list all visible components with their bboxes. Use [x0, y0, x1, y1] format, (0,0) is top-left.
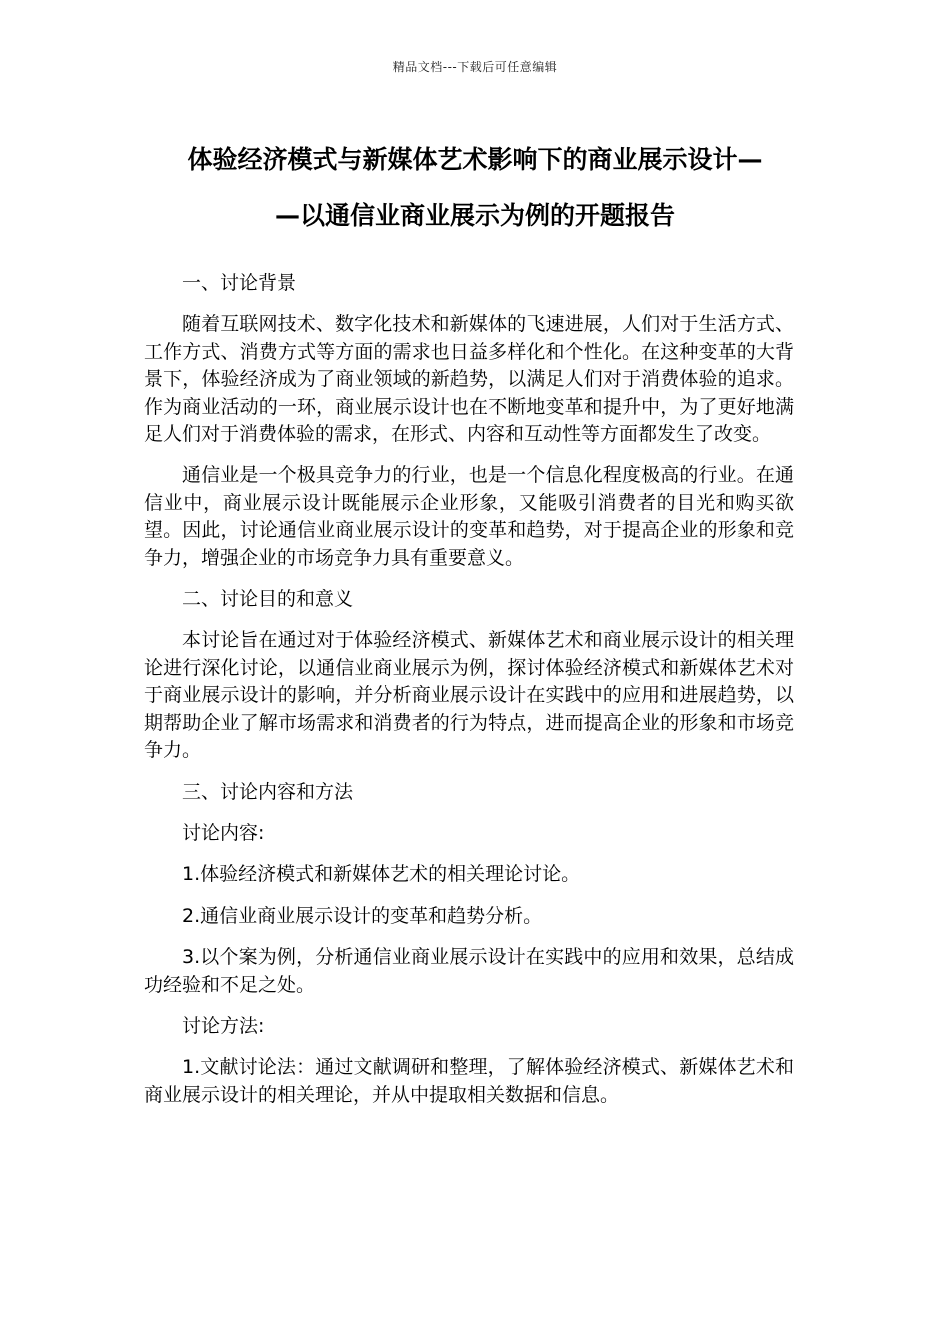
title-line-1: 体验经济模式与新媒体艺术影响下的商业展示设计—: [187, 145, 763, 174]
content-item-2: 2.通信业商业展示设计的变革和趋势分析。: [182, 904, 543, 927]
document-title: [140, 132, 810, 244]
content-label: 讨论内容:: [182, 821, 265, 844]
header-note: 精品文档---下载后可任意编辑: [392, 60, 558, 74]
section-heading-background: 一、讨论背景: [182, 272, 297, 294]
method-label: 讨论方法:: [182, 1014, 265, 1037]
paragraph-purpose-1: 本讨论旨在通过对于体验经济模式、新媒体艺术和商业展示设计的相关理论进行深化讨论，以通信业商业展示为例，探讨体验经济模式和新媒体艺术对于商业展示设计的影响，并分析商业展示设计在实践中的应用和进展趋势，以期帮助企业了解市场需求和消费者的行为特点，进而提高企业的形象和市场竞争力。: [144, 629, 794, 762]
section-heading-purpose: 二、讨论目的和意义: [182, 588, 354, 611]
section-heading-content-method: 三、讨论内容和方法: [182, 780, 354, 803]
content-item-3: 3.以个案为例，分析通信业商业展示设计在实践中的应用和效果，总结成功经验和不足之处。: [144, 946, 794, 996]
title-line-2: —以通信业商业展示为例的开题报告: [274, 201, 675, 230]
content-item-1: 1.体验经济模式和新媒体艺术的相关理论讨论。: [182, 863, 581, 886]
paragraph-background-1: 随着互联网技术、数字化技术和新媒体的飞速进展，人们对于生活方式、工作方式、消费方式等方面的需求也日益多样化和个性化。在这种变革的大背景下，体验经济成为了商业领域的新趋势，以满足人们对于消费体验的追求。作为商业活动的一环，商业展示设计也在不断地变革和提升中，为了更好地满足人们对于消费体验的需求，在形式、内容和互动性等方面都发生了改变。: [144, 313, 794, 446]
method-item-1: 1.文献讨论法：通过文献调研和整理，了解体验经济模式、新媒体艺术和商业展示设计的相关理论，并从中提取相关数据和信息。: [144, 1056, 794, 1106]
document-body: [144, 270, 794, 1123]
paragraph-background-2: 通信业是一个极具竞争力的行业，也是一个信息化程度极高的行业。在通信业中，商业展示设计既能展示企业形象，又能吸引消费者的目光和购买欲望。因此，讨论通信业商业展示设计的变革和趋势，对于提高企业的形象和竞争力，增强企业的市场竞争力具有重要意义。: [144, 464, 794, 569]
